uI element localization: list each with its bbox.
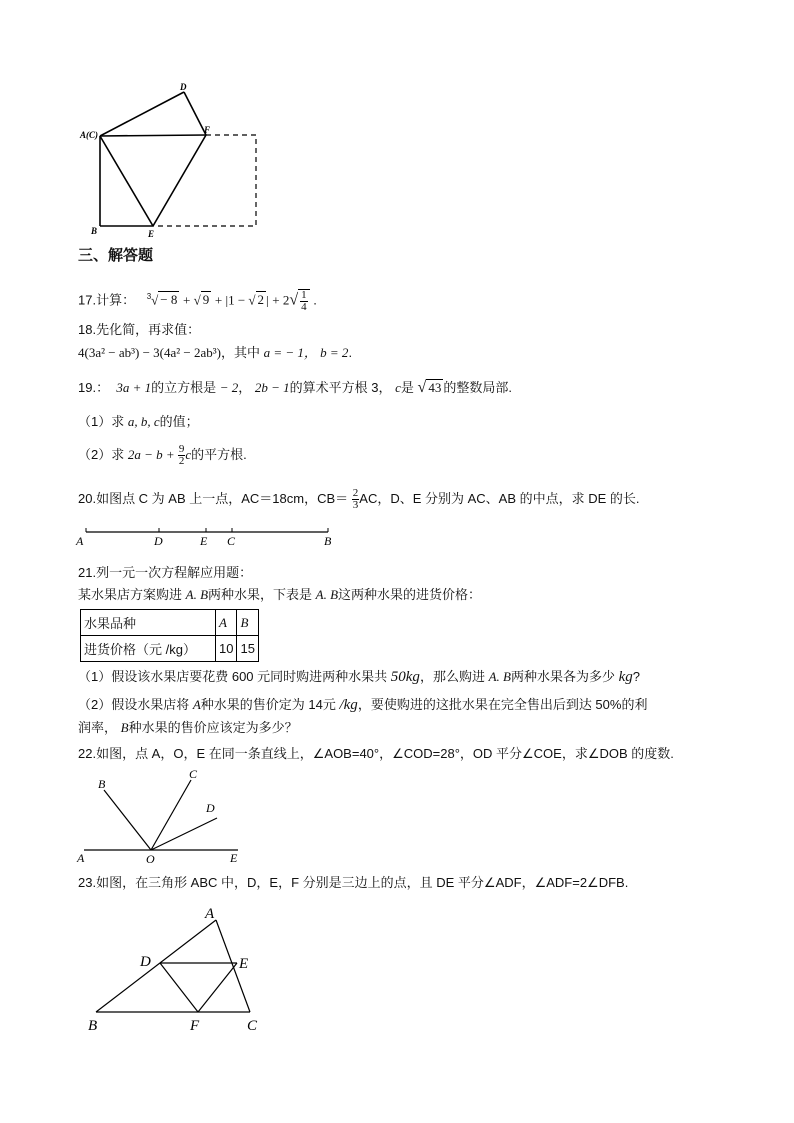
label-a: A (76, 534, 84, 548)
table-cell: 15 (237, 636, 258, 662)
label-a: A (77, 851, 85, 865)
q18-condition: a = − 1， b = 2 (263, 345, 349, 360)
label-c: C (189, 767, 198, 781)
table-header-cell: 水果品种 (81, 610, 216, 636)
question-18-line-2: 4(3a² − ab³) − 3(4a² − 2ab³)，其中 a = − 1， b = 2. (78, 345, 353, 360)
label-o: O (146, 852, 155, 866)
price-table (80, 609, 259, 662)
figure-q23 (84, 902, 274, 1037)
label-b: B (88, 1018, 98, 1034)
q20-fraction: $\frac{2}{3}$ (352, 487, 359, 511)
table-row (81, 610, 259, 636)
figure-q16 (78, 80, 268, 240)
q18-expr: 4(3a² − ab³) − 3(4a² − 2ab³) (78, 345, 221, 360)
question-21-part-2-line-2: 润率， B种水果的售价应该定为多少？ (78, 720, 298, 735)
label-a: A (205, 906, 215, 922)
label-d: D (140, 954, 151, 970)
q18-mid: ，其中 (220, 345, 264, 360)
ray-od (151, 818, 217, 850)
q17-fraction: $\frac{1}{4}$ (298, 289, 310, 313)
q17-plus-1: + (183, 292, 194, 308)
question-21-part-1: （1）假设该水果店要花费 600 元同时购进两种水果共 50kg，那么购进 A. B两种水果各为多少 kg? (78, 669, 640, 685)
label-f: F (204, 125, 211, 135)
table-header-cell: B (237, 610, 258, 636)
ray-ob (104, 790, 151, 850)
label-b: B (324, 534, 332, 548)
line-ac-e (100, 136, 153, 226)
label-e: E (148, 229, 155, 239)
question-19: 19.： 3a + 1的立方根是 − 2， 2b − 1的算术平方根 3， c是 √ 43 的整数局部. (78, 379, 512, 396)
q17-radicand-2: 9 (202, 292, 210, 308)
q17-abs-close: | (266, 292, 269, 308)
figure-q22 (74, 766, 254, 866)
question-18-line-1: 18.先化简，再求值： (78, 322, 201, 337)
q17-root-index: 3 (146, 292, 152, 301)
q17-abs-open: |1 − (225, 292, 249, 308)
table-row (81, 636, 259, 662)
label-e: E (239, 956, 249, 972)
q17-radicand-3: 2 (257, 292, 265, 308)
question-20: 20.如图点 C 为 AB 上一点，AC＝18cm，CB＝ $\frac{2}{3}$ AC，D、E 分别为 AC、AB 的中点，求 DE 的长. (78, 487, 640, 511)
label-e: E (200, 534, 208, 548)
q19-radicand: 43 (428, 380, 442, 395)
question-17: 17.计算： $^3$√ − 8 + √ 9 + |1 − √ 2 | + 2√ $\frac{1}{4}$ . (78, 288, 317, 313)
label-c: C (247, 1018, 258, 1034)
side-ab (96, 920, 216, 1012)
q17-num: 17.计算： (78, 292, 136, 308)
line-ac-d (100, 92, 184, 136)
label-b: B (98, 777, 106, 791)
question-19-part-1: （1）求 a, b, c的值； (78, 414, 199, 429)
question-21-line-2: 某水果店方案购进 A. B两种水果，下表是 A. B这两种水果的进货价格： (78, 587, 482, 602)
table-header-cell: A (216, 610, 237, 636)
q19-value-1: − 2 (219, 380, 239, 395)
dashed-rect (153, 135, 256, 226)
label-e: E (230, 851, 238, 865)
label-d: D (154, 534, 163, 548)
q19-expr-1: 3a + 1 (116, 380, 152, 395)
label-c: C (227, 534, 236, 548)
question-22: 22.如图，点 A，O，E 在同一条直线上，∠AOB=40°，∠COD=28°，OD 平分∠COE，求∠DOB 的度数. (78, 746, 674, 761)
label-f: F (190, 1018, 200, 1034)
label-ac: A(C) (80, 130, 98, 140)
line-ac-f (100, 135, 206, 136)
question-21-part-2-line-1: （2）假设水果店将 A种水果的售价定为 14元 /kg，要使购进的这批水果在完全售出后到达 50%的利 (78, 697, 648, 713)
question-21-line-1: 21.列一元一次方程解应用题： (78, 565, 253, 580)
line-d-f (184, 92, 206, 135)
figure-q20 (74, 522, 344, 552)
q19-fraction: $\frac{9}{2}$ (178, 443, 185, 467)
q17-end: . (313, 292, 317, 308)
question-23: 23.如图，在三角形 ABC 中，D，E，F 分别是三边上的点，且 DE 平分∠ADF，∠ADF=2∠DFB. (78, 875, 629, 890)
q19-expr-2: 2b − 1 (254, 380, 290, 395)
table-cell: 10 (216, 636, 237, 662)
line-f-e (153, 135, 206, 226)
segment-df (160, 963, 198, 1012)
question-19-part-2: （2）求 2a − b + $\frac{9}{2}$ c的平方根. (78, 443, 247, 467)
ray-oc (151, 780, 191, 850)
segment-ef (198, 963, 237, 1012)
q17-plus-3: + 2 (272, 292, 290, 308)
section-title: 三、解答题 (78, 247, 154, 264)
label-d: D (180, 82, 187, 92)
q17-radicand-1: − 8 (160, 292, 178, 308)
label-d: D (206, 801, 215, 815)
label-b: B (91, 226, 98, 236)
q17-plus-2: + (214, 292, 226, 308)
table-cell: 进货价格（元 /kg） (81, 636, 216, 662)
